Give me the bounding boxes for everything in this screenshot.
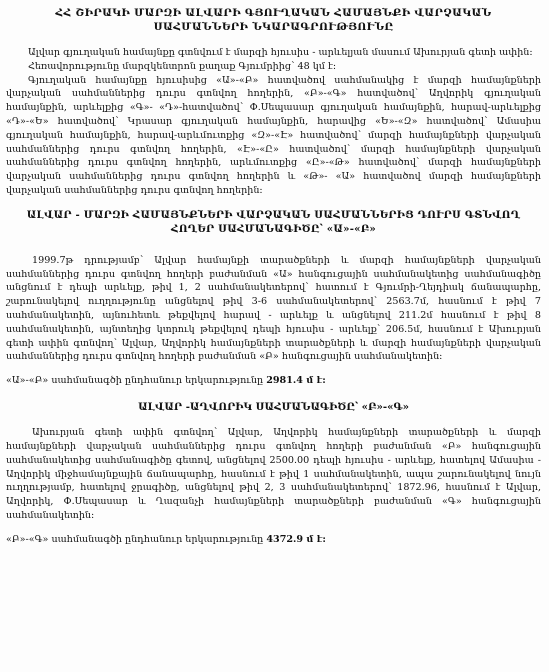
section-1-paragraph: 1999.7թ դրությամբ՝ Ալվար համայնքի տարածքների և մարզի համայնքների վարչական սահմաններից դուրս գտնվող հողերի բաժանման «Ա» հանգուցային սահմանակետից սահմանագիծը անցնում է դեպի արևելք, թիվ 1, 2 սահմանակետերով՝ հատում է Գյումրի-Ղեյդիակ ճանապարհը, շարունակելով ուղղությունը անցնելով թիվ 3-6 սահմանակետերով՝ 2563.7մ, հասնում է թիվ 7 սահմանակետին, այնուհետև թեքվելով հարավ - արևելք և անցնելով 211.2մ հասնում է թիվ 8 սահմանակետին, այնտեղից կտրուկ թեքվելով դեպի հյուսիս - արևելք՝ 206.5մ, հասնում է Ախուրյան գետի ափին գտնվող՝ Ալվար, Աղվորիկ համայնքների տարածքների և մարզի համայնքների վարչական սահմաններից դուրս գտնվող հողերի բաժանման «Բ» հանգուցային սահմանակետին: (6, 254, 541, 363)
intro-paragraph-distance: Հեռավորությունը մարզկենտրոն քաղաք Գյումրիից՝ 48 կմ է: (28, 60, 337, 72)
section-1-heading-line-2: ՀՈՂԵՐ ՍԱՀՄԱՆԱԳԻԾԸ՝ «Ա»-«Բ» (171, 222, 376, 235)
section-2-length-value: 4372.9 մ է: (266, 533, 326, 545)
section-1-heading-line-1: ԱԼՎԱՐ - ՄԱՐԶԻ ՀԱՄԱՅՆՔՆԵՐԻ ՎԱՐՉԱԿԱՆ ՍԱՀՄԱՆՆԵՐԻՑ ԴՈՒՐՍ ԳՏՆՎՈՂ (26, 208, 521, 221)
section-2-heading: ԱԼՎԱՐ -ԱՂՎՈՐԻԿ ՍԱՀՄԱՆԱԳԻԾԸ՝ «Բ»-«Գ» (138, 401, 409, 414)
section-1-length-label: «Ա»-«Բ» սահմանագծի ընդհանուր երկարությունը (6, 375, 264, 387)
section-2-length-label: «Բ»-«Գ» սահմանագծի ընդհանուր երկարությունը (6, 533, 264, 545)
intro-paragraph-location: Ալվար գյուղական համայնքը գտնվում է մարզի հյուսիս - արևելյան մասում Ախուրյան գետի ափին: (28, 47, 533, 58)
section-1-length-line (6, 374, 541, 388)
document-title-line-1: ՀՀ ՇԻՐԱԿԻ ՄԱՐԶԻ ԱԼՎԱՐԻ ԳՅՈՒՂԱԿԱՆ ՀԱՄԱՅՆՔԻ ՎԱՐՉԱԿԱՆ (55, 7, 492, 19)
section-2-length-line (6, 533, 541, 547)
document-title-line-2: ՍԱՀՄԱՆՆԵՐԻ ՆԿԱՐԱԳՐՈՒԹՅՈՒՆԸ (153, 21, 394, 33)
section-2-paragraph: Ախուրյան գետի ափին գտնվող՝ Ալվար, Աղվորիկ համայնքների տարածքների և մարզի համայնքների վարչական սահմաններից դուրս գտնվող հողերի բաժանման «Բ» հանգուցային սահմանակետից սահմանագիծը գետով, անցնելով 2500.00 դեպի հյուսիս - արևելք, հատելով Ամասիա - Աղվորիկ միջհամայնքային ճանապարհը, հասնում է թիվ 1 սահմանակետին, ապա շարունակելով նույն ուղղությամբ, հատելով ջրագիծը, անցնելով թիվ 2, 3 սահմանակետերով՝ 1872.96, հասնում է Ալվար, Աղվորիկ, Փ.Սեպասար և Ղազանչի համայնքների տարածքների բաժանման «Գ» հանգուցային սահմանակետին: (6, 427, 541, 521)
section-1-length-value: 2981.4 մ է: (266, 375, 326, 387)
boundary-description-paragraph: Գյուղական համայնքը հյուսիսից «Ա»-«Բ» հատվածով սահմանակից է մարզի համայնքների վարչական սահմաններից դուրս գտնվող հողերին, «Բ»-«Գ» հատվածով՝ Աղվորիկ գյուղական համայնքին, արևելքից «Գ»- «Դ»-հատվածով՝ Փ.Սեպասար գյուղական համայնքին, հարավ-արևելքից «Դ»-«Ե» հատվածով՝ Կրասար գյուղական համայնքին, հարավից «Ե»-«Զ» հատվածով՝ Ամասիա գյուղական համայնքին, հարավ-արևմուտքից «Զ»-«Է» հատվածով՝ մարզի համայնքների վարչական սահմաններից դուրս գտնվող հողերին, «Է»-«Ը» հատվածով՝ մարզի համայնքների վարչական սահմաններից դուրս գտնվող հողերին, արևմուտքից «Ը»-«Թ» հատվածով՝ մարզի համայնքների վարչական սահմաններից դուրս գտնվող հողերին և «Թ»- «Ա» հատվածով մարզի համայնքների վարչական սահմաններից դուրս գտնվող հողերին: (6, 74, 541, 196)
